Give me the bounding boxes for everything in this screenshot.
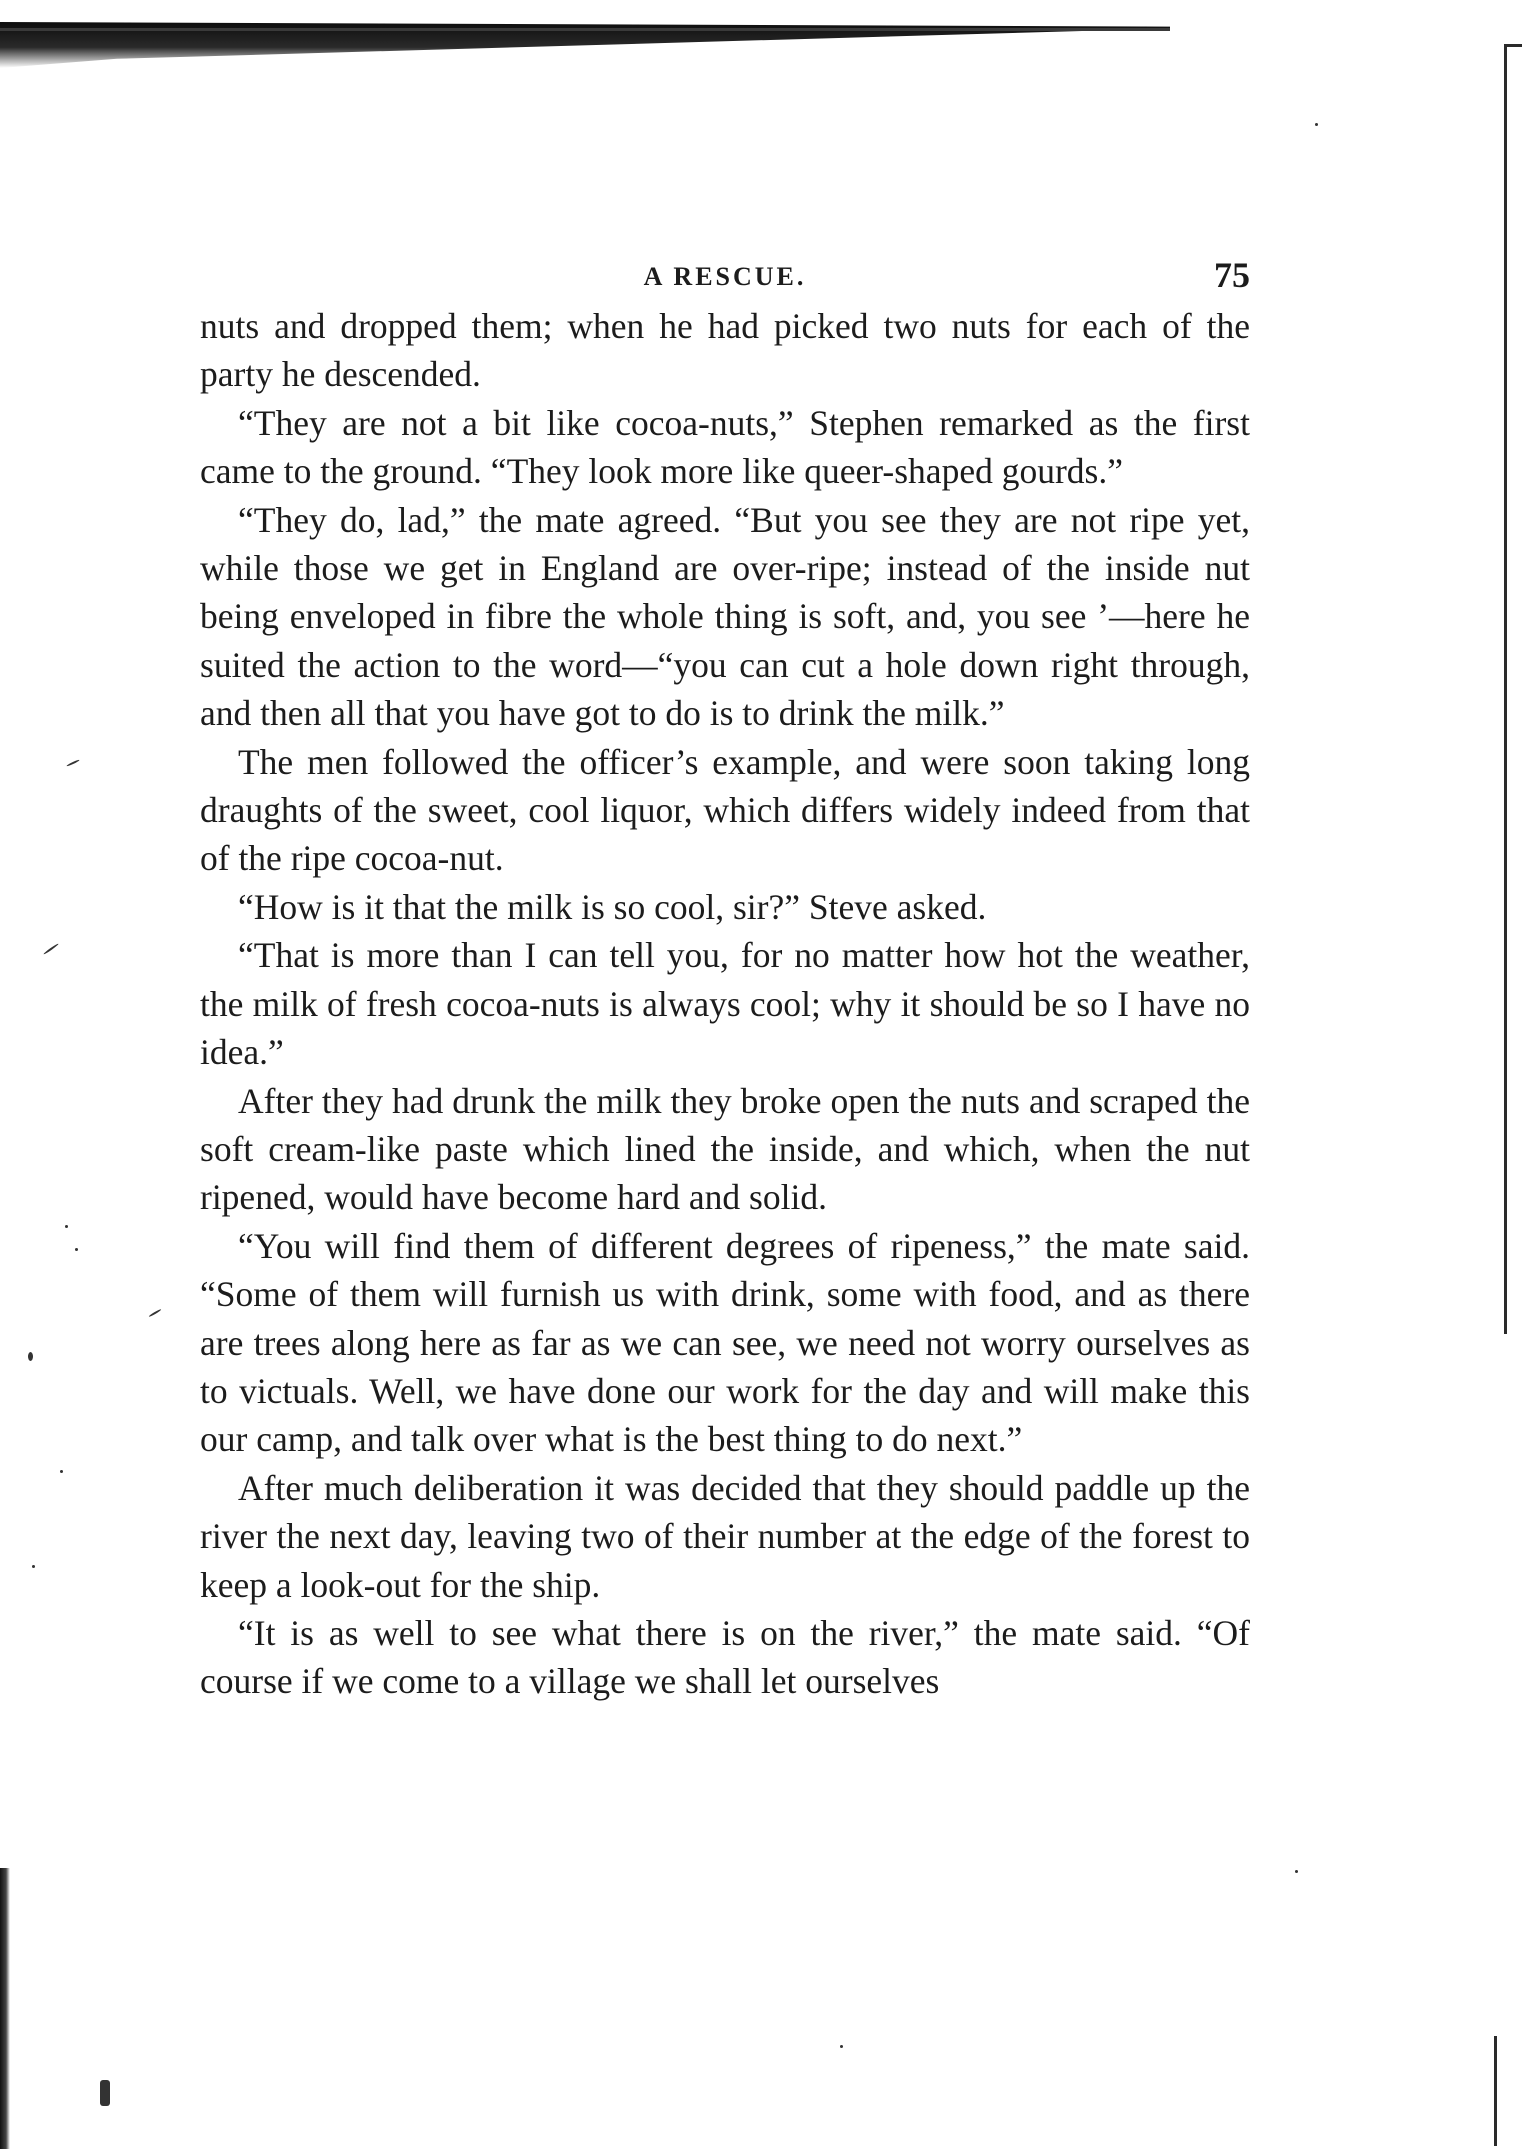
scan-edge-right: [1504, 44, 1507, 1334]
speck: [43, 943, 59, 955]
running-head: [200, 250, 1250, 302]
paragraph: “How is it that the milk is so cool, sir?” Steve asked.: [238, 886, 987, 927]
paragraph: “That is more than I can tell you, for no matter how hot the weather, the milk of fresh cocoa-nuts is always cool; why it should be so I have no idea.”: [200, 935, 1250, 1073]
speck: [1295, 1870, 1298, 1873]
page-number: 75: [1214, 255, 1250, 295]
chapter-title: A RESCUE.: [643, 262, 807, 291]
speck: [100, 2080, 110, 2106]
book-page: [200, 250, 1250, 1706]
body-text: [200, 302, 1250, 1706]
paragraph: “It is as well to see what there is on the river,” the mate said. “Of course if we come to a village we shall let ourselves: [200, 1612, 1250, 1702]
paragraph: After much deliberation it was decided that they should paddle up the river the next day, leaving two of their number at the edge of the forest to keep a look-out for the ship.: [200, 1467, 1250, 1605]
speck: [840, 2045, 843, 2048]
scan-edge-right-bottom: [1494, 2036, 1497, 2146]
speck: [28, 1352, 33, 1361]
paragraph: “You will find them of different degrees of ripeness,” the mate said. “Some of them will furnish us with drink, some with food, and as there are trees along here as far as we can see, we need not worry ourselves as to victuals. Well, we have done our work for the day and will make this our camp, and talk over what is the best thing to do next.”: [200, 1225, 1250, 1460]
scan-line-top: [0, 28, 1170, 31]
speck: [1315, 123, 1318, 126]
paragraph: “They do, lad,” the mate agreed. “But you see they are not ripe yet, while those we get in England are over-ripe; instead of the inside nut being enveloped in fibre the whole thing is soft, and, you see ’—here he suited the action to the word—“you can cut a hole down right through, and then all that you have got to do is to drink the milk.”: [200, 499, 1250, 734]
speck: [66, 759, 80, 767]
paragraph: “They are not a bit like cocoa-nuts,” Stephen remarked as the first came to the ground. “They look more like queer-shaped gourds.”: [200, 402, 1250, 492]
speck: [60, 1470, 63, 1473]
speck: [32, 1565, 35, 1568]
paragraph: nuts and dropped them; when he had picked two nuts for each of the party he descended.: [200, 306, 1250, 395]
speck: [148, 1309, 161, 1318]
speck: [75, 1248, 78, 1251]
speck: [65, 1225, 68, 1228]
paragraph: After they had drunk the milk they broke open the nuts and scraped the soft cream-like paste which lined the inside, and which, when the nut ripened, would have become hard and solid.: [200, 1080, 1250, 1218]
paragraph: The men followed the officer’s example, and were soon taking long draughts of the sweet, cool liquor, which differs widely indeed from that of the ripe cocoa-nut.: [200, 741, 1250, 879]
scan-edge-left: [0, 1868, 10, 2149]
